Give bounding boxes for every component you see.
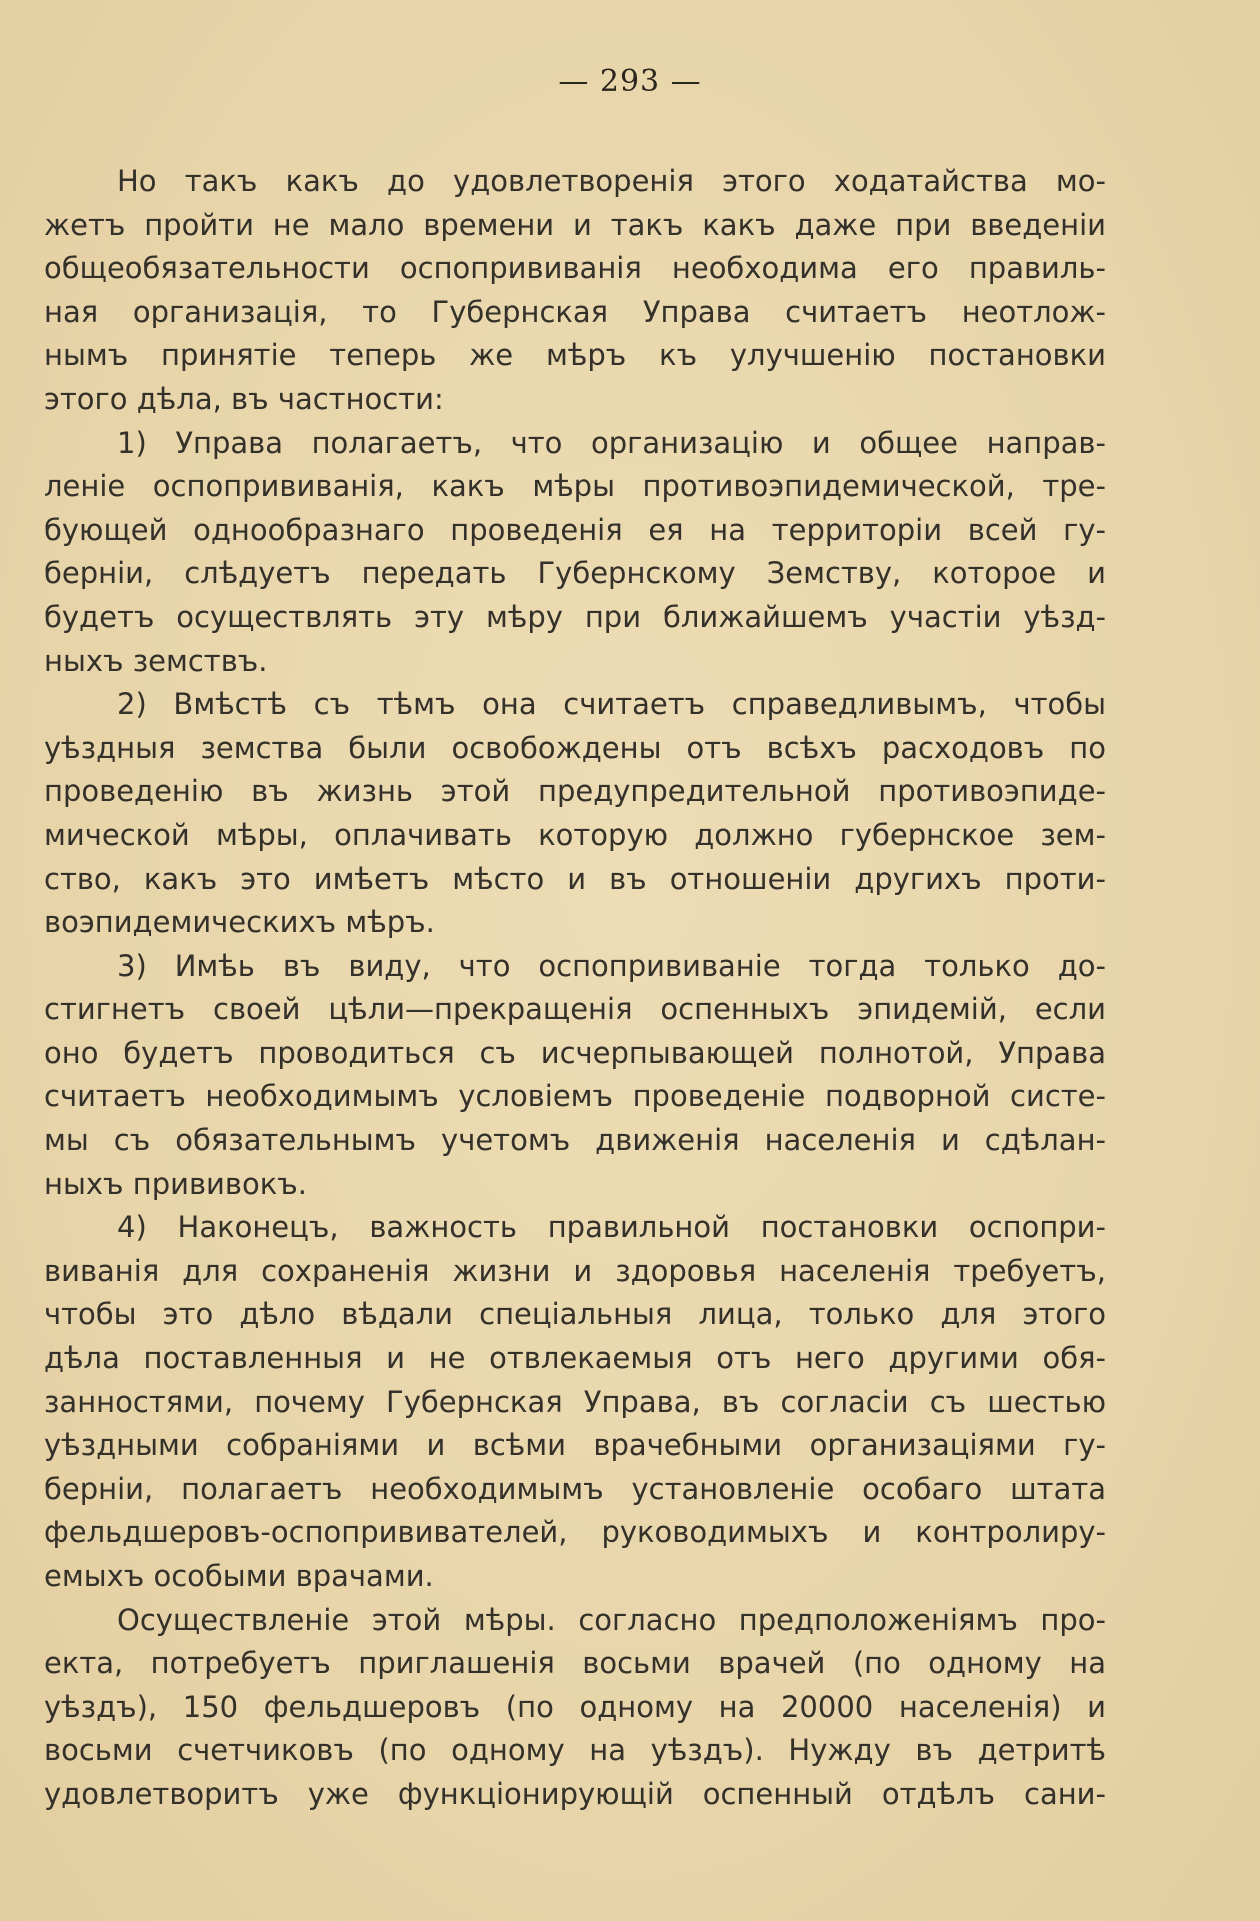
text-line: оно будетъ проводиться съ исчерпывающей полнотой, Управа	[44, 1035, 1106, 1070]
text-line: восьми счетчиковъ (по одному на уѣздъ). Нужду въ детритѣ	[44, 1733, 1106, 1768]
paragraph	[44, 945, 1106, 1207]
text-line: леніе оспопрививанія, какъ мѣры противоэпидемической, тре-	[44, 469, 1106, 504]
paragraph	[44, 1599, 1106, 1817]
body-text	[44, 160, 1106, 1817]
text-line: берніи, слѣдуетъ передать Губернскому Земству, которое и	[44, 556, 1106, 591]
page-number: — 293 —	[558, 64, 702, 99]
paragraph	[44, 422, 1106, 684]
text-line: считаетъ необходимымъ условіемъ проведеніе подворной систе-	[44, 1079, 1106, 1114]
text-line: уѣздными собраніями и всѣми врачебными организаціями гу-	[44, 1428, 1106, 1463]
text-line: Но такъ какъ до удовлетворенія этого ходатайства мо-	[117, 164, 1106, 198]
text-line: бующей однообразнаго проведенія ея на территоріи всей гу-	[44, 512, 1106, 547]
text-line: ныхъ прививокъ.	[44, 1166, 307, 1201]
text-line: ная организація, то Губернская Управа считаетъ неотлож-	[44, 294, 1106, 329]
text-line: 4) Наконецъ, важность правильной постановки оспопри-	[117, 1210, 1106, 1245]
paragraph	[44, 683, 1106, 945]
text-line: чтобы это дѣло вѣдали спеціальныя лица, только для этого	[44, 1297, 1106, 1332]
text-line: уѣздныя земства были освобождены отъ всѣхъ расходовъ по	[44, 730, 1106, 765]
text-line: проведенію въ жизнь этой предупредительной противоэпиде-	[44, 774, 1106, 809]
text-line: уѣздъ), 150 фельдшеровъ (по одному на 20000 населенія) и	[44, 1689, 1106, 1724]
text-line: стигнетъ своей цѣли—прекращенія оспенныхъ эпидемій, если	[44, 992, 1106, 1027]
text-line: жетъ пройти не мало времени и такъ какъ даже при введеніи	[44, 207, 1106, 242]
text-line: мической мѣры, оплачивать которую должно губернское зем-	[44, 817, 1106, 852]
text-line: ныхъ земствъ.	[44, 643, 268, 678]
text-line: будетъ осуществлять эту мѣру при ближайшемъ участіи уѣзд-	[44, 599, 1106, 634]
text-line: мы съ обязательнымъ учетомъ движенія населенія и сдѣлан-	[44, 1123, 1106, 1158]
text-line: воэпидемическихъ мѣръ.	[44, 905, 435, 940]
text-line: 2) Вмѣстѣ съ тѣмъ она считаетъ справедливымъ, чтобы	[117, 687, 1106, 722]
text-line: 1) Управа полагаетъ, что организацію и общее направ-	[117, 425, 1106, 460]
text-line: нымъ принятіе теперь же мѣръ къ улучшенію постановки	[44, 338, 1106, 373]
paragraph	[44, 160, 1106, 422]
text-line: 3) Имѣь въ виду, что оспопрививаніе тогда только до-	[117, 948, 1106, 983]
text-line: емыхъ особыми врачами.	[44, 1559, 434, 1593]
text-line: Осуществленіе этой мѣры. согласно предположеніямъ про-	[117, 1602, 1106, 1637]
text-line: виванія для сохраненія жизни и здоровья населенія требуетъ,	[44, 1253, 1106, 1288]
text-line: удовлетворитъ уже функціонирующій оспенный отдѣлъ сани-	[44, 1776, 1106, 1811]
text-line: фельдшеровъ-оспопрививателей, руководимыхъ и контролиру-	[44, 1515, 1106, 1550]
text-line: дѣла поставленныя и не отвлекаемыя отъ него другими обя-	[44, 1341, 1106, 1376]
text-line: общеобязательности оспопрививанія необходима его правиль-	[44, 251, 1106, 286]
text-line: занностями, почему Губернская Управа, въ согласіи съ шестью	[44, 1384, 1106, 1419]
text-line: этого дѣла, въ частности:	[44, 381, 444, 416]
paragraph	[44, 1206, 1106, 1598]
text-line: екта, потребуетъ приглашенія восьми врачей (по одному на	[44, 1646, 1106, 1681]
text-line: берніи, полагаетъ необходимымъ установленіе особаго штата	[44, 1471, 1106, 1506]
text-line: ство, какъ это имѣетъ мѣсто и въ отношеніи другихъ проти-	[44, 861, 1106, 896]
